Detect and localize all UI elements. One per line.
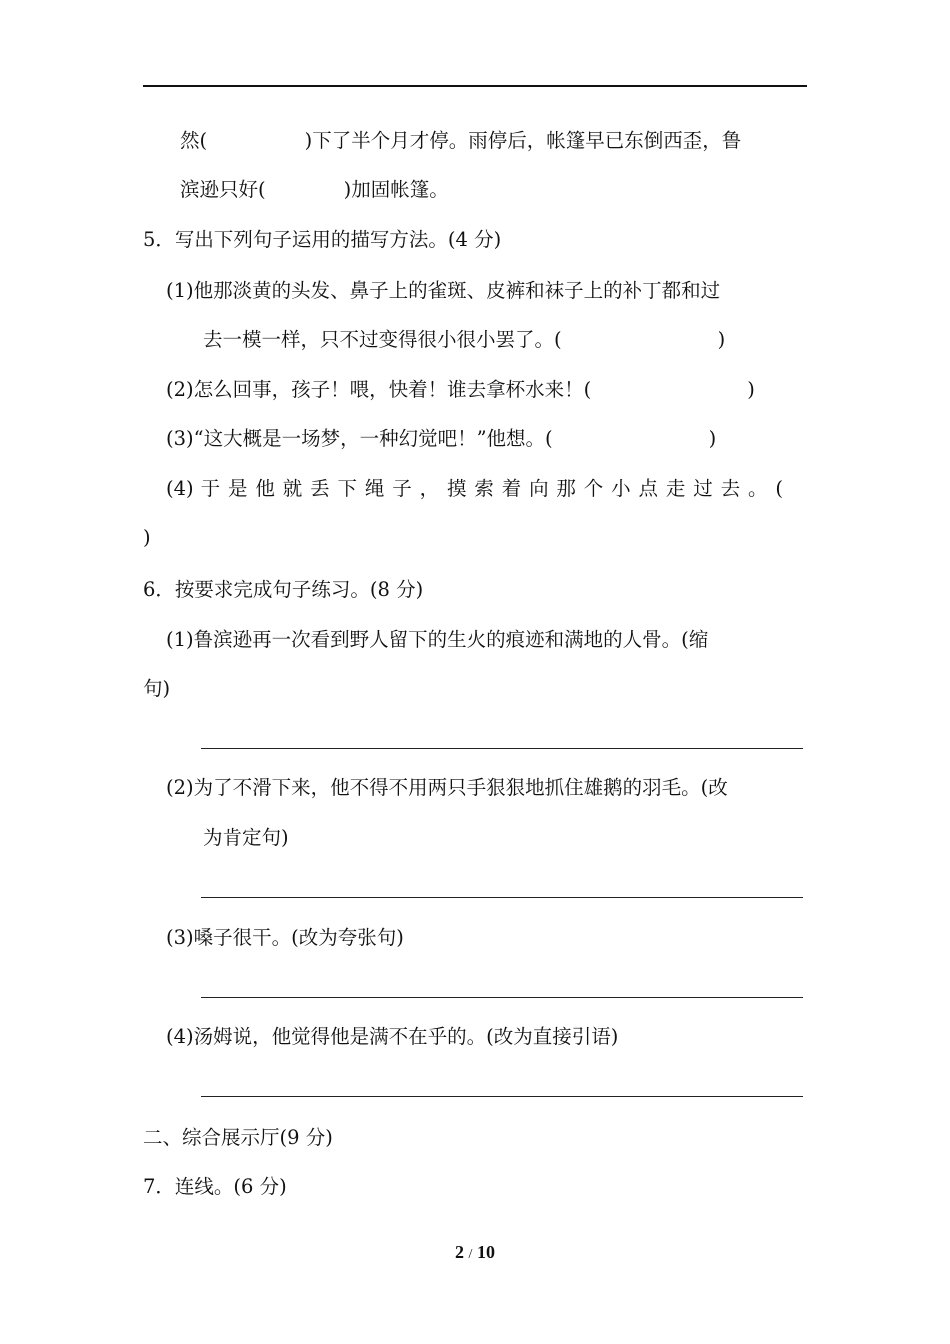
q5-item-1-line-2: 去一模一样，只不过变得很小很小罢了。( ) bbox=[203, 328, 726, 351]
q6-item-2-line-1: (2)为了不滑下来，他不得不用两只手狠狠地抓住雄鹅的羽毛。(改 bbox=[166, 776, 728, 799]
q5-item-1-line-1: (1)他那淡黄的头发、鼻子上的雀斑、皮裤和袜子上的补丁都和过 bbox=[166, 279, 721, 302]
q6-item-1-line-2: 句) bbox=[143, 677, 171, 700]
page-separator: / bbox=[468, 1247, 473, 1262]
page-total: 10 bbox=[476, 1242, 495, 1262]
q5-item-4-line-1: (4) 于 是 他 就 丢 下 绳 子 ， 摸 索 着 向 那 个 小 点 走 过 去 。 ( bbox=[166, 477, 783, 500]
q6-item-4-answer-line[interactable] bbox=[201, 1096, 803, 1097]
section-2-heading: 二、综合展示厅(9 分) bbox=[143, 1126, 333, 1149]
q4-continuation-line-2: 滨逊只好( )加固帐篷。 bbox=[180, 178, 449, 201]
q5-item-4-line-2: ) bbox=[143, 526, 151, 549]
page-number bbox=[0, 1242, 950, 1263]
question-6-heading: 6．按要求完成句子练习。(8 分) bbox=[143, 578, 424, 601]
page-current: 2 bbox=[455, 1242, 465, 1262]
q5-item-3: (3)“这大概是一场梦，一种幻觉吧！”他想。( ) bbox=[166, 427, 717, 450]
header-rule bbox=[143, 85, 807, 87]
question-7-heading: 7．连线。(6 分) bbox=[143, 1175, 287, 1198]
question-5-heading: 5．写出下列句子运用的描写方法。(4 分) bbox=[143, 228, 502, 251]
q6-item-1-answer-line[interactable] bbox=[201, 748, 803, 749]
q6-item-2-line-2: 为肯定句) bbox=[203, 826, 289, 849]
q6-item-3: (3)嗓子很干。(改为夸张句) bbox=[166, 926, 404, 949]
q4-continuation-line-1: 然( )下了半个月才停。雨停后，帐篷早已东倒西歪，鲁 bbox=[180, 129, 742, 152]
q5-item-2: (2)怎么回事，孩子！喂，快着！谁去拿杯水来！( ) bbox=[166, 378, 755, 401]
q6-item-4: (4)汤姆说，他觉得他是满不在乎的。(改为直接引语) bbox=[166, 1025, 619, 1048]
q6-item-3-answer-line[interactable] bbox=[201, 997, 803, 998]
q6-item-1-line-1: (1)鲁滨逊再一次看到野人留下的生火的痕迹和满地的人骨。(缩 bbox=[166, 628, 709, 651]
q6-item-2-answer-line[interactable] bbox=[201, 897, 803, 898]
